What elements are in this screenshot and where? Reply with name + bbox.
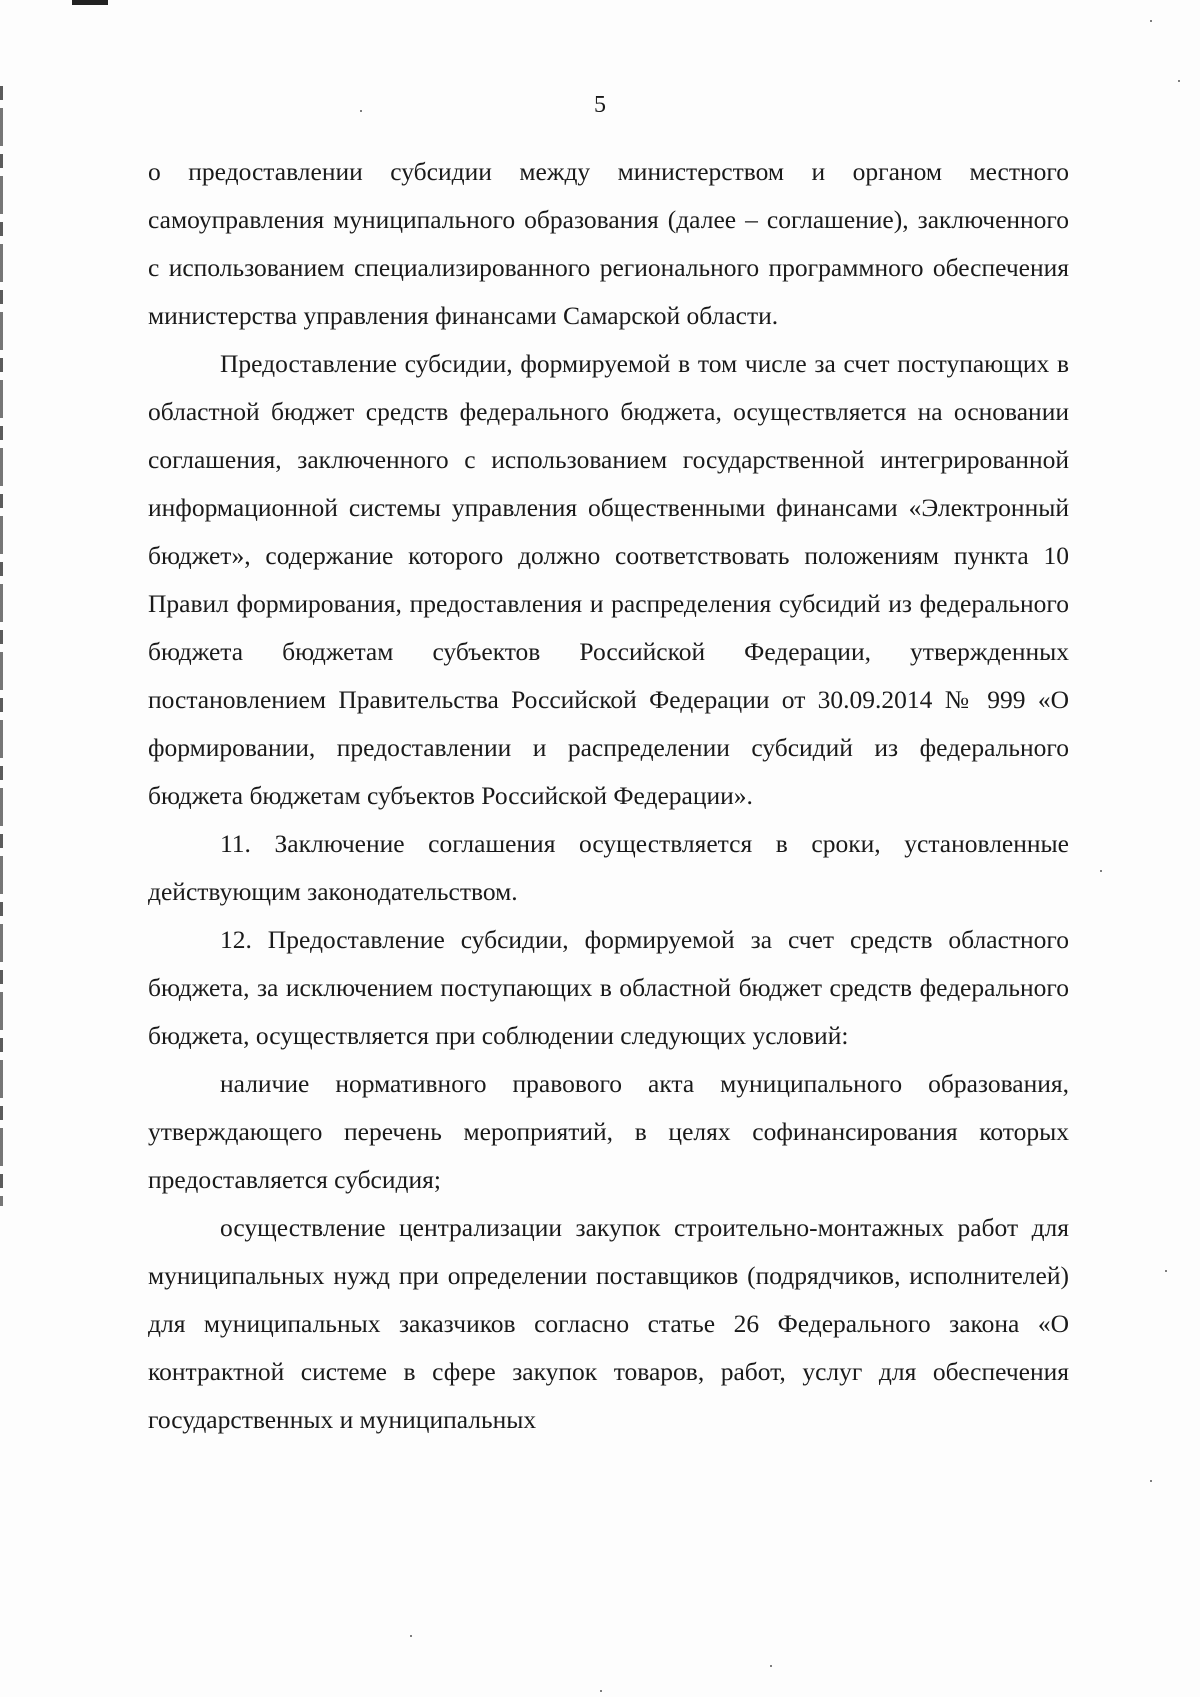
document-body xyxy=(148,148,1069,1444)
scan-speck xyxy=(1165,1270,1167,1272)
scan-speck xyxy=(1150,1480,1152,1482)
scan-speck xyxy=(360,110,362,112)
scan-speck xyxy=(600,1690,602,1692)
paragraph-continuation: о предоставлении субсидии между министерством и органом местного самоуправления муниципального образования (далее – соглашение), заключенного с использованием специализированного регионального программного обеспечения министерства управления финансами Самарской области. xyxy=(148,157,1069,330)
scan-speck xyxy=(410,1635,412,1637)
scan-artifact-left-edge xyxy=(0,86,3,1206)
paragraph-11: 11. Заключение соглашения осуществляется в сроки, установленные действующим законодательством. xyxy=(148,829,1069,906)
scan-speck xyxy=(1150,20,1152,22)
condition-legal-act: наличие нормативного правового акта муниципального образования, утверждающего перечень мероприятий, в целях софинансирования которых предоставляется субсидия; xyxy=(148,1069,1069,1194)
paragraph-12: 12. Предоставление субсидии, формируемой за счет средств областного бюджета, за исключением поступающих в областной бюджет средств федерального бюджета, осуществляется при соблюдении следующих условий: xyxy=(148,925,1069,1050)
page-number: 5 xyxy=(594,92,606,118)
scan-speck xyxy=(770,1665,772,1667)
condition-centralized-procurement: осуществление централизации закупок строительно-монтажных работ для муниципальных нужд при определении поставщиков (подрядчиков, исполнителей) для муниципальных заказчиков согласно статье 26 Федерального закона «О контрактной системе в сфере закупок товаров, работ, услуг для обеспечения государственных и муниципальных xyxy=(148,1213,1069,1434)
paragraph-electronic-budget: Предоставление субсидии, формируемой в том числе за счет поступающих в областной бюджет средств федерального бюджета, осуществляется на основании соглашения, заключенного с использованием государственной интегрированной информационной системы управления общественными финансами «Электронный бюджет», содержание которого должно соответствовать положениям пункта 10 Правил формирования, предоставления и распределения субсидий из федерального бюджета бюджетам субъектов Российской Федерации, утвержденных постановлением Правительства Российской Федерации от 30.09.2014 № 999 «О формировании, предоставлении и распределении субсидий из федерального бюджета бюджетам субъектов Российской Федерации». xyxy=(148,349,1069,810)
scan-speck xyxy=(1178,80,1180,82)
scan-speck xyxy=(1100,870,1102,872)
scan-artifact-top xyxy=(72,0,108,5)
